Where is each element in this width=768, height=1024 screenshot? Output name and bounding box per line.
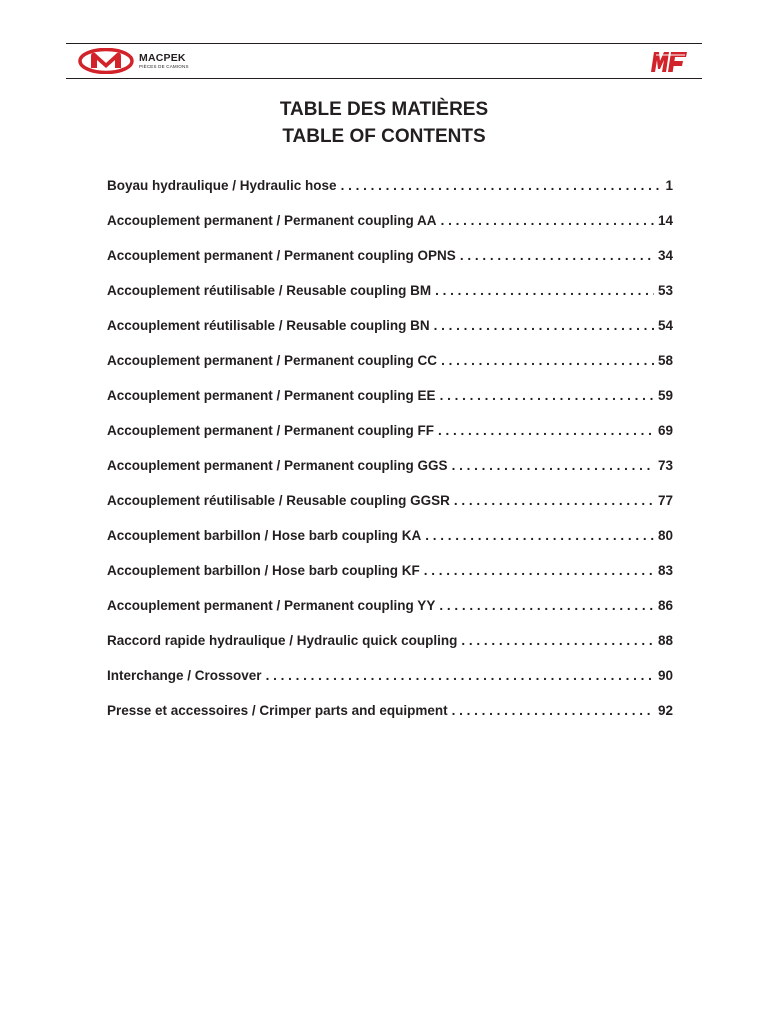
page-title: [0, 96, 768, 150]
toc-entry[interactable]: [107, 384, 673, 419]
toc-entry-page: 86: [657, 598, 673, 613]
toc-entry[interactable]: [107, 279, 673, 314]
toc-entry-page: 59: [657, 388, 673, 403]
toc-entry-label: Accouplement permanent / Permanent coupling GGS: [107, 458, 448, 473]
toc-entry-page: 54: [657, 318, 673, 333]
macpek-logo: [78, 48, 189, 74]
toc-entry[interactable]: [107, 419, 673, 454]
title-english: TABLE OF CONTENTS: [282, 126, 486, 147]
toc-entry-label: Interchange / Crossover: [107, 668, 262, 683]
toc-entry-page: 69: [657, 423, 673, 438]
toc-entry[interactable]: [107, 594, 673, 629]
toc-dot-leader: [440, 384, 654, 408]
mf-logo: [650, 49, 688, 78]
brand-name: MACPEK: [139, 52, 186, 64]
table-of-contents: [107, 174, 673, 734]
toc-dot-leader: [461, 629, 654, 653]
toc-entry[interactable]: [107, 489, 673, 524]
toc-entry-label: Accouplement réutilisable / Reusable coupling BM: [107, 283, 432, 298]
toc-entry[interactable]: [107, 209, 673, 244]
toc-entry-label: Accouplement réutilisable / Reusable coupling BN: [107, 318, 430, 333]
toc-entry[interactable]: [107, 559, 673, 594]
toc-dot-leader: [452, 454, 654, 478]
toc-entry-page: 77: [657, 493, 673, 508]
toc-entry[interactable]: [107, 524, 673, 559]
toc-dot-leader: [441, 209, 654, 233]
toc-entry-label: Presse et accessoires / Crimper parts and equipment: [107, 703, 448, 718]
toc-dot-leader: [438, 419, 654, 443]
toc-entry-label: Raccord rapide hydraulique / Hydraulic quick coupling: [107, 633, 458, 648]
toc-dot-leader: [439, 594, 654, 618]
toc-entry-label: Accouplement barbillon / Hose barb coupling KF: [107, 563, 420, 578]
toc-dot-leader: [425, 524, 654, 548]
toc-entry-page: 73: [657, 458, 673, 473]
brand-tagline: PIÈCES DE CAMIONS: [139, 63, 189, 69]
toc-entry-page: 88: [657, 633, 673, 648]
toc-entry-label: Accouplement réutilisable / Reusable coupling GGSR: [107, 493, 450, 508]
toc-entry[interactable]: [107, 664, 673, 699]
toc-entry-label: Boyau hydraulique / Hydraulic hose: [107, 178, 337, 193]
toc-entry-label: Accouplement permanent / Permanent coupling FF: [107, 423, 435, 438]
toc-entry-page: 1: [665, 178, 673, 193]
toc-entry[interactable]: [107, 314, 673, 349]
toc-dot-leader: [460, 244, 654, 268]
page-header: [66, 43, 702, 79]
toc-dot-leader: [435, 279, 654, 303]
toc-entry[interactable]: [107, 629, 673, 664]
macpek-emblem-icon: [78, 48, 134, 74]
toc-dot-leader: [424, 559, 654, 583]
toc-entry-label: Accouplement permanent / Permanent coupling CC: [107, 353, 438, 368]
toc-entry-page: 14: [657, 213, 673, 228]
toc-entry[interactable]: [107, 454, 673, 489]
toc-entry-page: 83: [657, 563, 673, 578]
toc-entry-page: 92: [657, 703, 673, 718]
toc-entry-label: Accouplement permanent / Permanent coupling YY: [107, 598, 436, 613]
toc-dot-leader: [434, 314, 654, 338]
toc-entry-page: 53: [657, 283, 673, 298]
toc-entry-page: 90: [657, 668, 673, 683]
toc-entry[interactable]: [107, 699, 673, 734]
toc-entry[interactable]: [107, 349, 673, 384]
toc-entry-page: 80: [657, 528, 673, 543]
toc-dot-leader: [341, 174, 662, 198]
mf-brand-icon: [650, 49, 688, 73]
toc-entry-label: Accouplement permanent / Permanent coupling AA: [107, 213, 437, 228]
toc-entry-label: Accouplement permanent / Permanent coupling EE: [107, 388, 436, 403]
toc-entry-label: Accouplement permanent / Permanent coupling OPNS: [107, 248, 456, 263]
toc-entry-page: 34: [657, 248, 673, 263]
toc-dot-leader: [452, 699, 654, 723]
title-french: TABLE DES MATIÈRES: [279, 99, 489, 120]
toc-entry-page: 58: [657, 353, 673, 368]
toc-entry-label: Accouplement barbillon / Hose barb coupling KA: [107, 528, 422, 543]
toc-entry[interactable]: [107, 174, 673, 209]
toc-dot-leader: [266, 664, 654, 688]
toc-entry[interactable]: [107, 244, 673, 279]
toc-dot-leader: [454, 489, 654, 513]
toc-dot-leader: [441, 349, 654, 373]
